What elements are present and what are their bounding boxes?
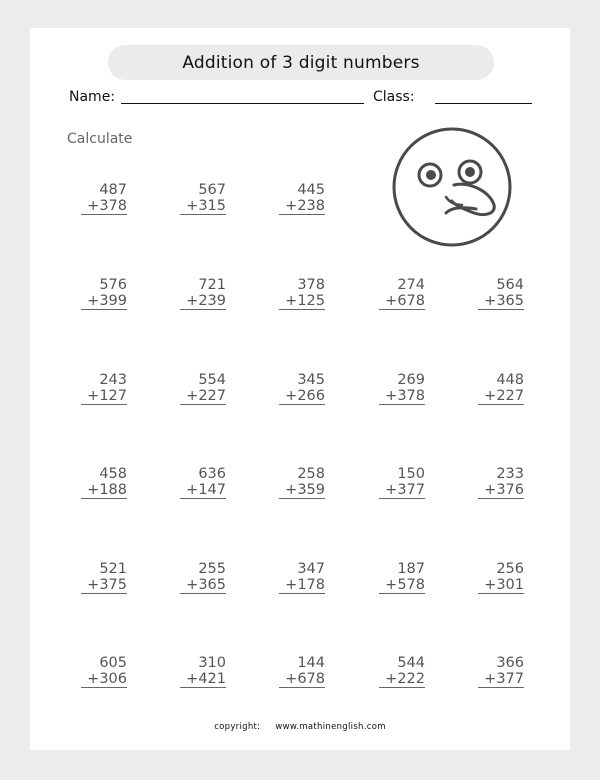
addend-bottom: +378 (379, 388, 425, 405)
worksheet-title: Addition of 3 digit numbers (108, 45, 494, 80)
addition-problem (472, 466, 524, 499)
addend-top: 445 (297, 182, 325, 198)
addend-top: 458 (99, 466, 127, 482)
addend-bottom: +359 (279, 482, 325, 499)
addend-bottom: +375 (81, 577, 127, 594)
addend-top: 310 (198, 655, 226, 671)
addend-top: 487 (99, 182, 127, 198)
addend-top: 150 (397, 466, 425, 482)
addend-top: 605 (99, 655, 127, 671)
addition-problem (273, 655, 325, 688)
addition-problem (75, 372, 127, 405)
addition-problem (273, 182, 325, 215)
name-line (121, 103, 364, 104)
addend-bottom: +376 (478, 482, 524, 499)
addend-top: 448 (496, 372, 524, 388)
addition-problem (472, 655, 524, 688)
addend-top: 243 (99, 372, 127, 388)
addend-top: 233 (496, 466, 524, 482)
addend-top: 378 (297, 277, 325, 293)
addend-top: 345 (297, 372, 325, 388)
instruction: Calculate (67, 131, 133, 147)
addend-top: 187 (397, 561, 425, 577)
addition-problem (373, 372, 425, 405)
addend-bottom: +227 (180, 388, 226, 405)
addition-problem (373, 561, 425, 594)
addend-bottom: +238 (279, 198, 325, 215)
addition-problem (174, 182, 226, 215)
addend-top: 255 (198, 561, 226, 577)
addition-problem (174, 655, 226, 688)
addition-problem (373, 277, 425, 310)
addend-bottom: +378 (81, 198, 127, 215)
addition-problem (373, 655, 425, 688)
addend-bottom: +365 (478, 293, 524, 310)
addend-top: 347 (297, 561, 325, 577)
addition-problem (174, 466, 226, 499)
addition-problem (472, 277, 524, 310)
addition-problem (174, 561, 226, 594)
addend-bottom: +315 (180, 198, 226, 215)
site-link: www.mathinenglish.com (275, 722, 386, 732)
addition-problem (75, 655, 127, 688)
addend-bottom: +227 (478, 388, 524, 405)
addend-bottom: +421 (180, 671, 226, 688)
copyright-label: copyright: (214, 722, 261, 732)
addition-problem (373, 466, 425, 499)
addend-top: 721 (198, 277, 226, 293)
addition-problem (75, 182, 127, 215)
addend-top: 576 (99, 277, 127, 293)
addend-top: 274 (397, 277, 425, 293)
addition-problem (75, 277, 127, 310)
footer (30, 722, 570, 732)
addend-top: 521 (99, 561, 127, 577)
addend-bottom: +147 (180, 482, 226, 499)
addend-bottom: +365 (180, 577, 226, 594)
addition-problem (174, 372, 226, 405)
confused-face-icon (390, 125, 514, 249)
addend-top: 636 (198, 466, 226, 482)
addend-bottom: +127 (81, 388, 127, 405)
addend-top: 269 (397, 372, 425, 388)
addend-bottom: +377 (379, 482, 425, 499)
addend-top: 144 (297, 655, 325, 671)
addend-bottom: +377 (478, 671, 524, 688)
addend-top: 564 (496, 277, 524, 293)
addition-problem (273, 277, 325, 310)
addend-top: 366 (496, 655, 524, 671)
addition-problem (75, 466, 127, 499)
addition-problem (75, 561, 127, 594)
addend-top: 554 (198, 372, 226, 388)
addend-top: 544 (397, 655, 425, 671)
addition-problem (472, 372, 524, 405)
worksheet (30, 28, 570, 750)
addend-bottom: +399 (81, 293, 127, 310)
class-line (435, 103, 532, 104)
name-label: Name: (69, 89, 116, 105)
addend-top: 567 (198, 182, 226, 198)
addend-bottom: +678 (379, 293, 425, 310)
addition-problem (273, 466, 325, 499)
addend-bottom: +301 (478, 577, 524, 594)
addition-problem (472, 561, 524, 594)
addition-problem (273, 372, 325, 405)
addition-problem (273, 561, 325, 594)
addend-bottom: +266 (279, 388, 325, 405)
addend-bottom: +178 (279, 577, 325, 594)
addend-bottom: +239 (180, 293, 226, 310)
addend-bottom: +222 (379, 671, 425, 688)
addend-bottom: +678 (279, 671, 325, 688)
addend-bottom: +125 (279, 293, 325, 310)
addend-bottom: +578 (379, 577, 425, 594)
addition-problem (174, 277, 226, 310)
addend-top: 256 (496, 561, 524, 577)
class-label: Class: (373, 89, 415, 105)
addend-bottom: +188 (81, 482, 127, 499)
addend-bottom: +306 (81, 671, 127, 688)
addend-top: 258 (297, 466, 325, 482)
